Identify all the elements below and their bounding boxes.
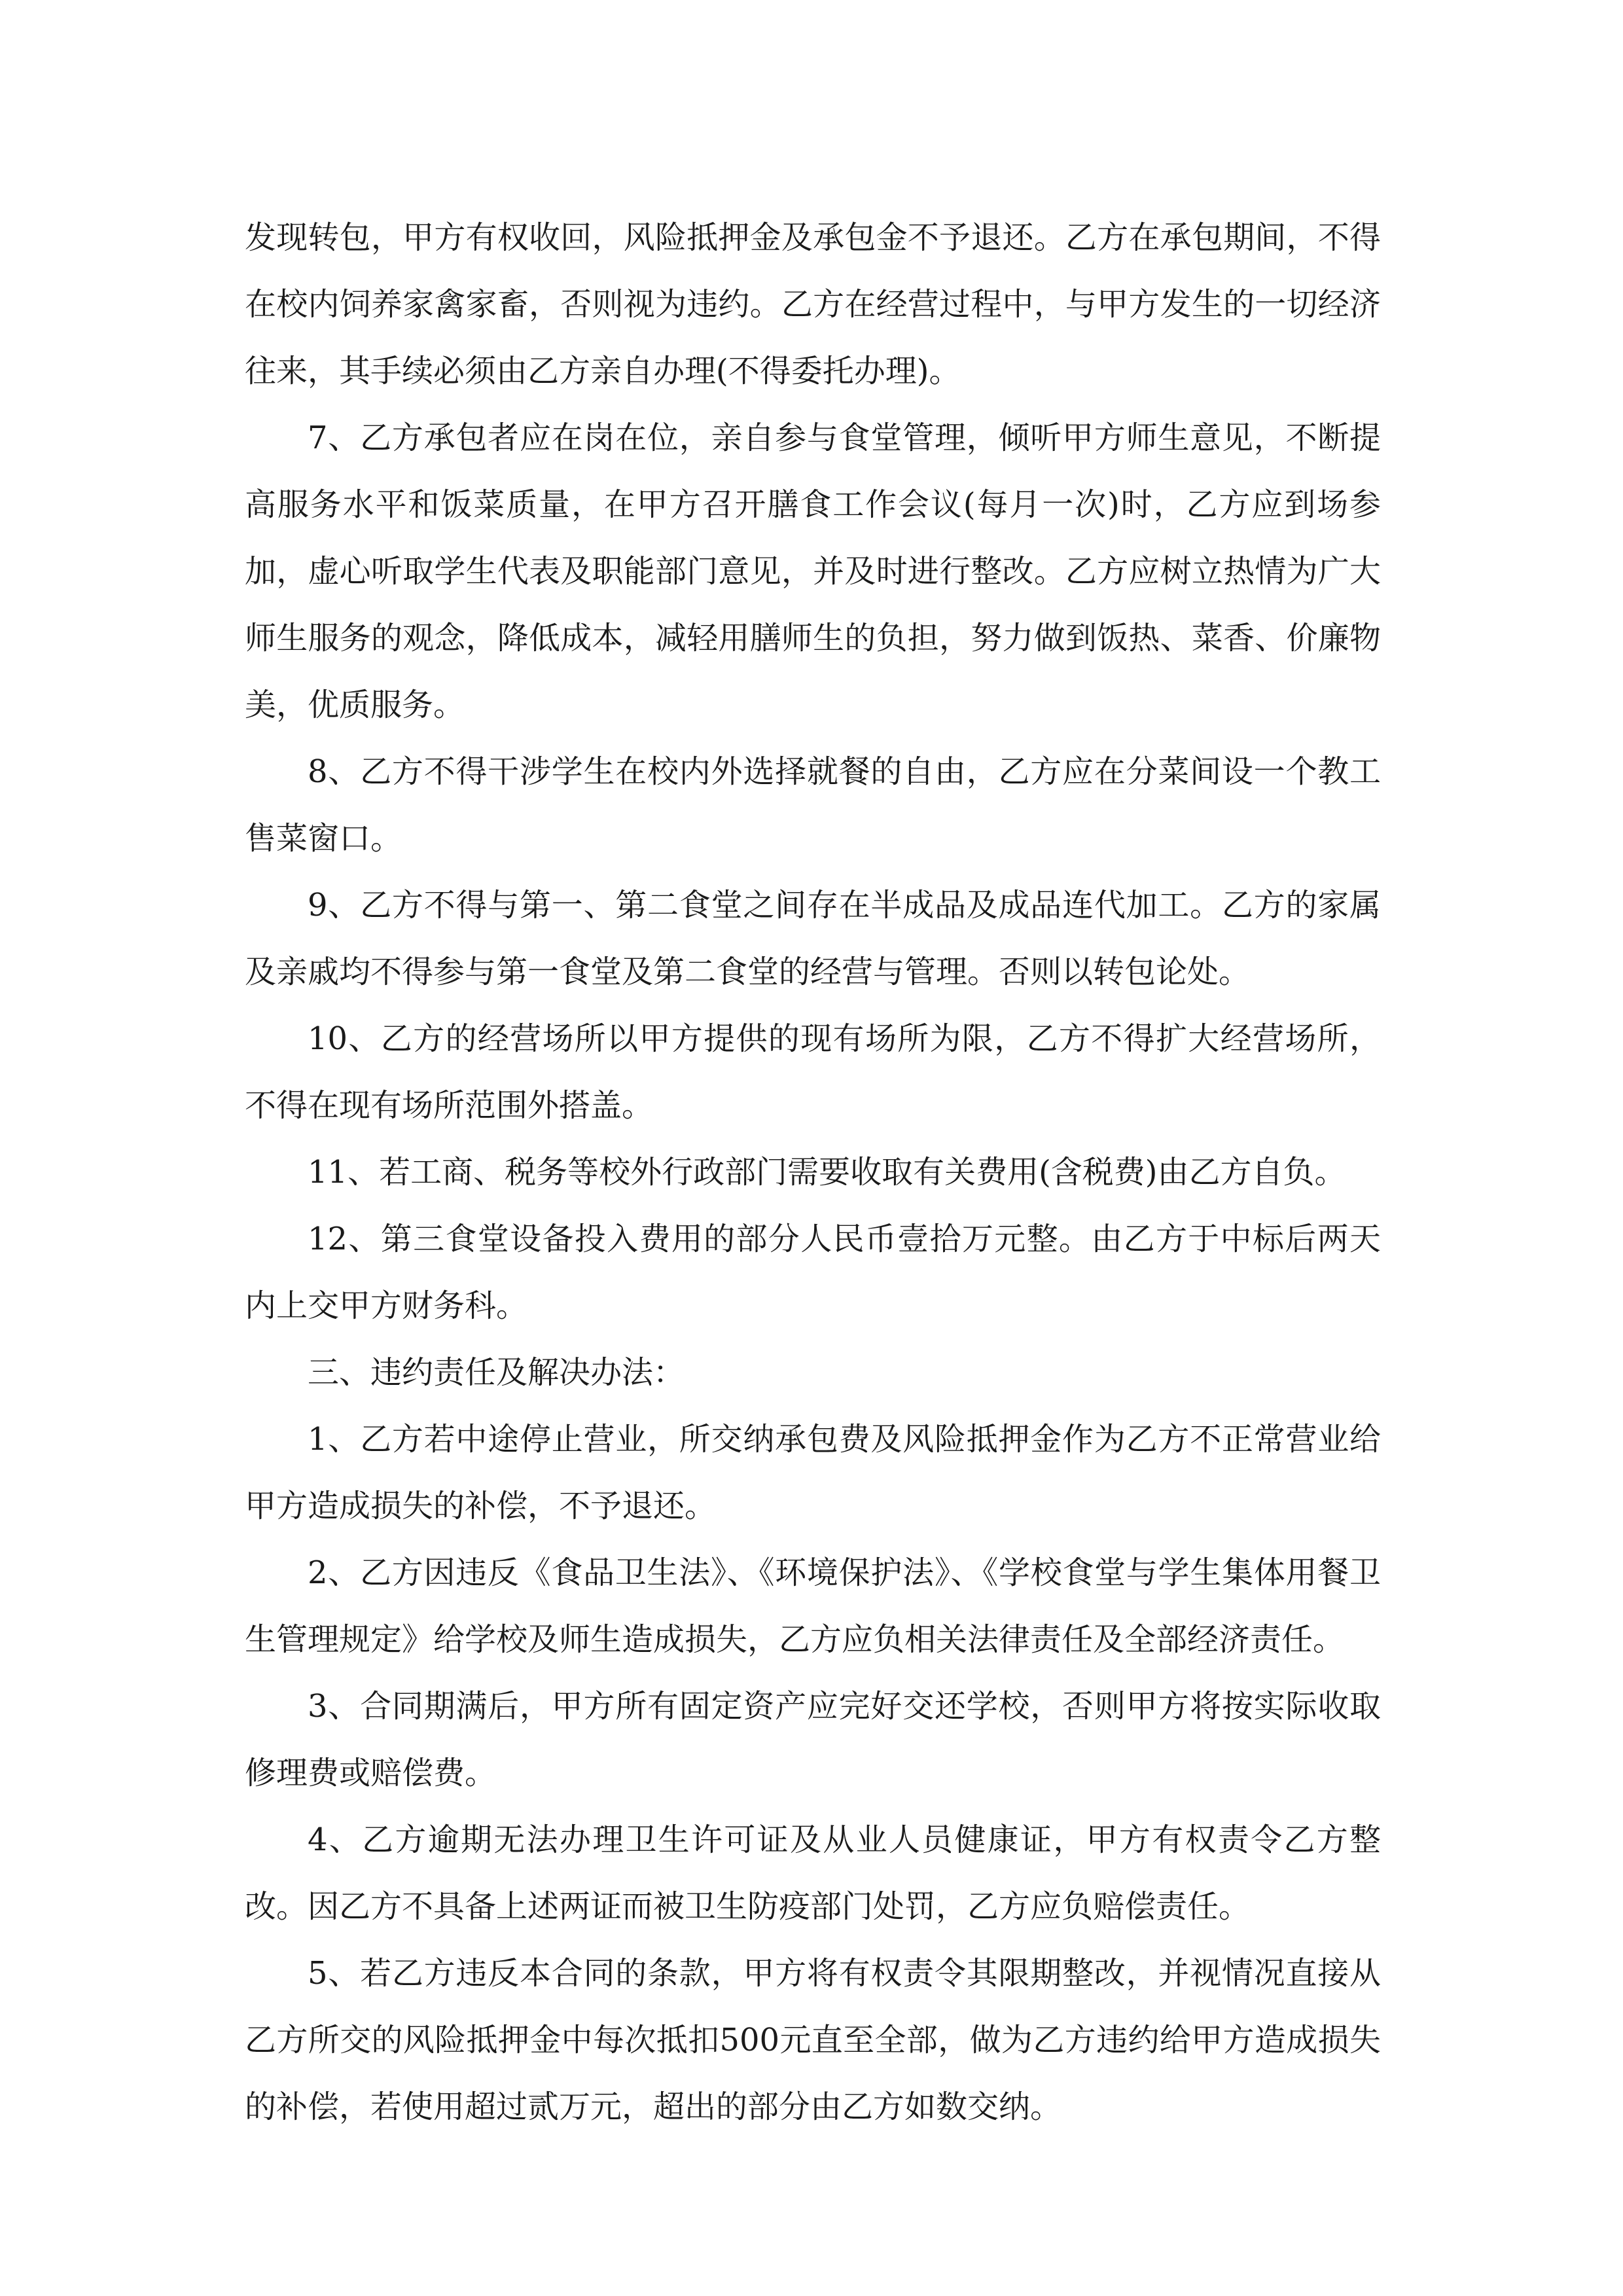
paragraph-continuation: 发现转包，甲方有权收回，风险抵押金及承包金不予退还。乙方在承包期间，不得在校内饲养家禽家畜，否则视为违约。乙方在经营过程中，与甲方发生的一切经济往来，其手续必须由乙方亲自办理(不得委托办理)。	[245, 219, 1381, 389]
paragraph-clause-8: 8、乙方不得干涉学生在校内外选择就餐的自由，乙方应在分菜间设一个教工售菜窗口。	[245, 753, 1381, 857]
paragraph-clause-7: 7、乙方承包者应在岗在位，亲自参与食堂管理，倾听甲方师生意见，不断提高服务水平和饭菜质量，在甲方召开膳食工作会议(每月一次)时，乙方应到场参加，虚心听取学生代表及职能部门意见，并及时进行整改。乙方应树立热情为广大师生服务的观念，降低成本，减轻用膳师生的负担，努力做到饭热、菜香、价廉物美，优质服务。	[245, 420, 1381, 723]
paragraph-clause-12: 12、第三食堂设备投入费用的部分人民币壹拾万元整。由乙方于中标后两天内上交甲方财务科。	[245, 1221, 1381, 1324]
paragraph-clause-10: 10、乙方的经营场所以甲方提供的现有场所为限，乙方不得扩大经营场所，不得在现有场所范围外搭盖。	[245, 1020, 1381, 1124]
paragraph-clause-11: 11、若工商、税务等校外行政部门需要收取有关费用(含税费)由乙方自负。	[308, 1154, 1346, 1191]
paragraph-liability-5: 5、若乙方违反本合同的条款，甲方将有权责令其限期整改，并视情况直接从乙方所交的风险抵押金中每次抵扣500元直至全部，做为乙方违约给甲方造成损失的补偿，若使用超过贰万元，超出的部分由乙方如数交纳。	[245, 1955, 1381, 2125]
document-body	[245, 204, 1381, 2140]
section-heading-liability: 三、违约责任及解决办法：	[308, 1354, 685, 1391]
paragraph-liability-4: 4、乙方逾期无法办理卫生许可证及从业人员健康证，甲方有权责令乙方整改。因乙方不具备上述两证而被卫生防疫部门处罚，乙方应负赔偿责任。	[245, 1821, 1381, 1925]
paragraph-liability-1: 1、乙方若中途停止营业，所交纳承包费及风险抵押金作为乙方不正常营业给甲方造成损失的补偿，不予退还。	[245, 1421, 1381, 1524]
paragraph-liability-2: 2、乙方因违反《食品卫生法》、《环境保护法》、《学校食堂与学生集体用餐卫生管理规定》给学校及师生造成损失，乙方应负相关法律责任及全部经济责任。	[245, 1554, 1381, 1658]
paragraph-clause-9: 9、乙方不得与第一、第二食堂之间存在半成品及成品连代加工。乙方的家属及亲戚均不得参与第一食堂及第二食堂的经营与管理。否则以转包论处。	[245, 887, 1381, 990]
paragraph-liability-3: 3、合同期满后，甲方所有固定资产应完好交还学校，否则甲方将按实际收取修理费或赔偿费。	[245, 1688, 1381, 1791]
